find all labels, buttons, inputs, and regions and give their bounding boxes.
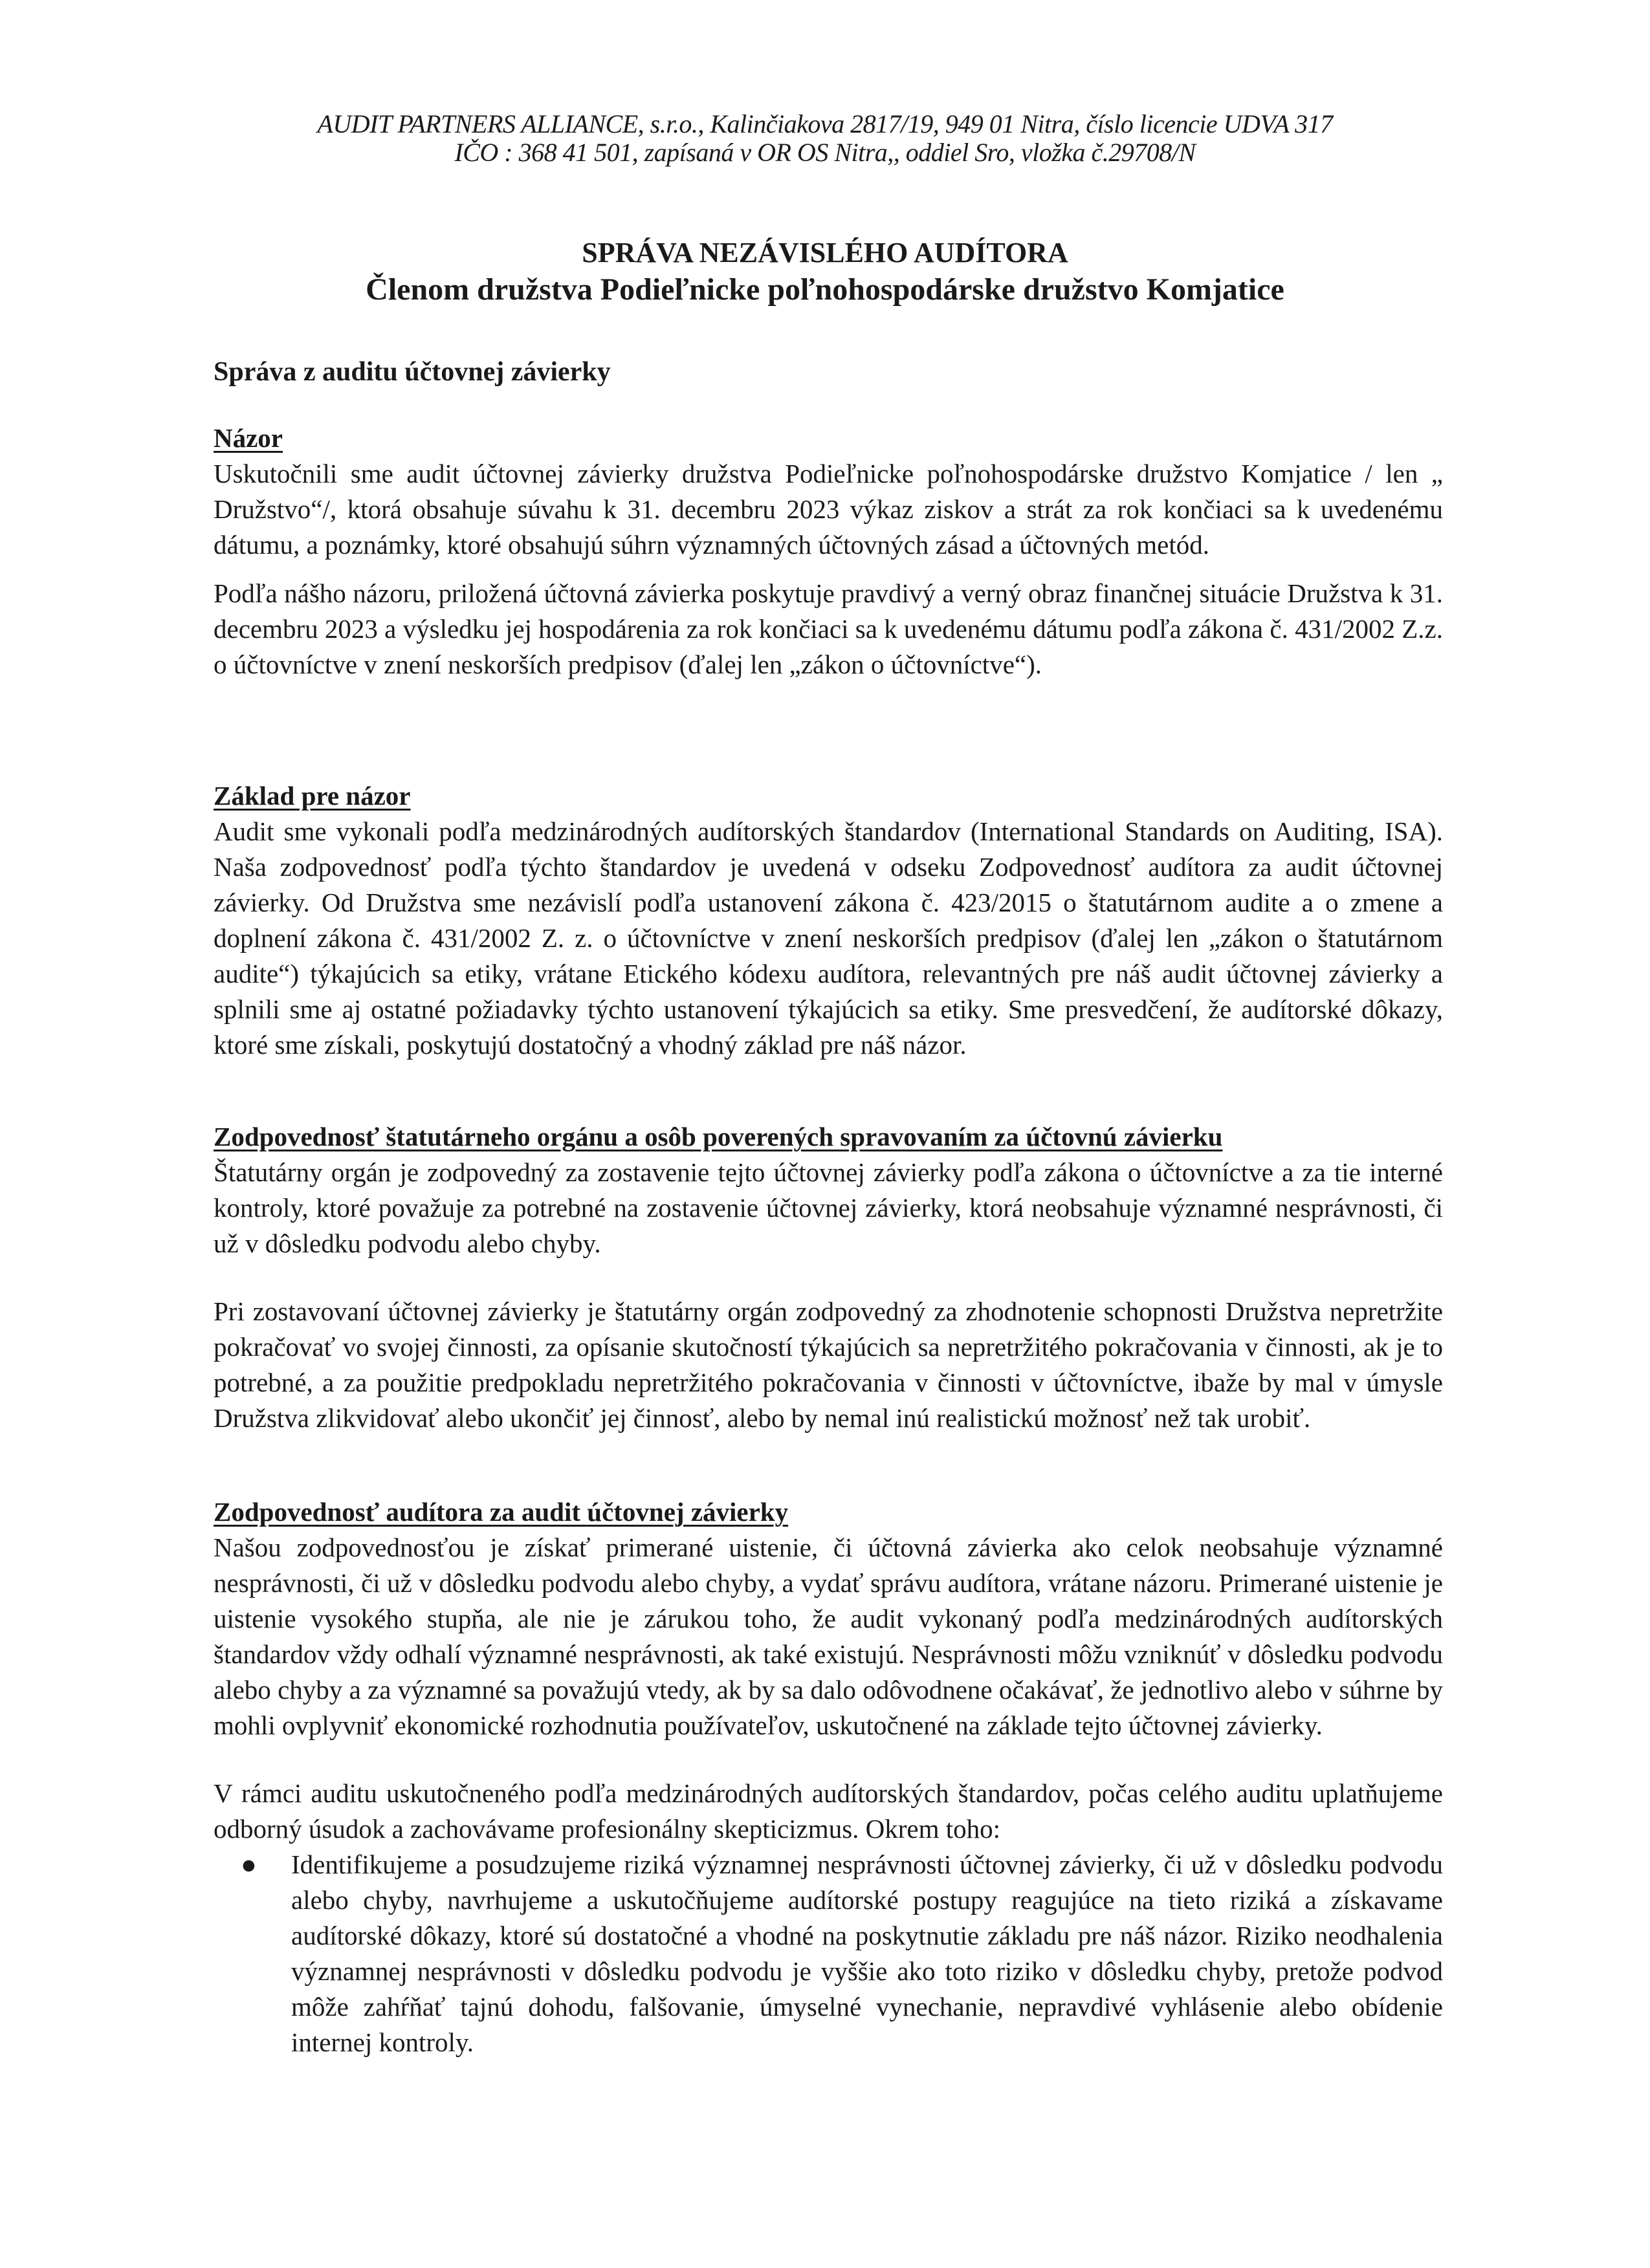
nazor-paragraph-2: Podľa nášho názoru, priložená účtovná závierka poskytuje pravdivý a verný obraz finančnej situácie Družstva k 31. decembru 2023 a výsledku jej hospodárenia za rok končiaci sa k uvedenému dátumu podľa zákona č. 431/2002 Z.z. o účtovníctve v znení neskorších predpisov (ďalej len „zákon o účtovníctve“). xyxy=(214,578,1443,679)
auditor-paragraph-2: V rámci auditu uskutočneného podľa medzinárodných audítorských štandardov, počas celého auditu uplatňujeme odborný úsudok a zachovávame profesionálny skepticizmus. Okrem toho: xyxy=(214,1778,1443,1844)
auditor-paragraph-1: Našou zodpovednosťou je získať primerané uistenie, či účtovná závierka ako celok neobsahuje významné nesprávnosti, či už v dôsledku podvodu alebo chyby, a vydať správu audítora, vrátane názoru. Primerané uistenie je uistenie vysokého stupňa, ale nie je zárukou toho, že audit vykonaný podľa medzinárodných audítorských štandardov vždy odhalí významné nesprávnosti, ak také existujú. Nesprávnosti môžu vzniknúť v dôsledku podvodu alebo chyby a za významné sa považujú vtedy, ak by sa dalo odôvodnene očakávať, že jednotlivo alebo v súhrne by mohli ovplyvniť ekonomické rozhodnutia používateľov, uskutočnené na základe tejto účtovnej závierky. xyxy=(214,1532,1443,1740)
nazor-heading: Názor xyxy=(214,423,283,453)
auditor-heading: Zodpovednosť audítora za audit účtovnej závierky xyxy=(214,1497,789,1527)
statutar-paragraph-2: Pri zostavovaní účtovnej závierky je štatutárny orgán zodpovedný za zhodnotenie schopnosti Družstva nepretržite pokračovať vo svojej činnosti, za opísanie skutočností týkajúcich sa nepretržitého pokračovania v činnosti, ak je to potrebné, a za použitie predpokladu nepretržitého pokračovania v činnosti v účtovníctve, ibaže by mal v úmysle Družstva zlikvidovať alebo ukončiť jej činnosť, alebo by nemal inú realistickú možnosť než tak urobiť. xyxy=(214,1296,1443,1433)
nazor-paragraph-1: Uskutočnili sme audit účtovnej závierky družstva Podieľnicke poľnohospodárske družstvo Komjatice / len „ Družstvo“/, ktorá obsahuje súvahu k 31. decembru 2023 výkaz ziskov a strát za rok končiaci sa k uvedenému dátumu, a poznámky, ktoré obsahujú súhrn významných účtovných zásad a účtovných metód. xyxy=(214,459,1443,560)
list-item xyxy=(241,1847,1443,2060)
letterhead-line-1: AUDIT PARTNERS ALLIANCE, s.r.o., Kalinčiakova 2817/19, 949 01 Nitra, číslo licencie UDVA 317 xyxy=(317,109,1333,138)
section-heading: Správa z auditu účtovnej závierky xyxy=(214,357,611,387)
report-subtitle: Členom družstva Podieľnicke poľnohospodárske družstvo Komjatice xyxy=(366,272,1284,307)
report-title: SPRÁVA NEZÁVISLÉHO AUDÍTORA xyxy=(582,237,1068,268)
letterhead-line-2: IČO : 368 41 501, zapísaná v OR OS Nitra,, oddiel Sro, vložka č.29708/N xyxy=(454,138,1196,167)
statutar-heading: Zodpovednosť štatutárneho orgánu a osôb poverených spravovaním za účtovnú závierku xyxy=(214,1122,1223,1151)
statutar-paragraph-1: Štatutárny orgán je zodpovedný za zostavenie tejto účtovnej závierky podľa zákona o účtovníctve a za tie interné kontroly, ktoré považuje za potrebné na zostavenie účtovnej závierky, ktorá neobsahuje významné nesprávnosti, či už v dôsledku podvodu alebo chyby. xyxy=(214,1157,1443,1258)
auditor-section xyxy=(214,1494,1443,2060)
auditor-bullet-list xyxy=(214,1847,1443,2060)
statutar-section xyxy=(214,1119,1443,1436)
zaklad-paragraph: Audit sme vykonali podľa medzinárodných audítorských štandardov (International Standards on Auditing, ISA). Naša zodpovednosť podľa týchto štandardov je uvedená v odseku Zodpovednosť audítora za audit účtovnej závierky. Od Družstva sme nezávislí podľa ustanovení zákona č. 423/2015 o štatutárnom audite a o zmene a doplnení zákona č. 431/2002 Z. z. o účtovníctve v znení neskorších predpisov (ďalej len „zákon o štatutárnom audite“) týkajúcich sa etiky, vrátane Etického kódexu audítora, relevantných pre náš audit účtovnej závierky a splnili sme aj ostatné požiadavky týchto ustanovení týkajúcich sa etiky. Sme presvedčení, že audítorské dôkazy, ktoré sme získali, poskytujú dostatočný a vhodný základ pre náš názor. xyxy=(214,816,1443,1060)
bullet-text: Identifikujeme a posudzujeme riziká významnej nesprávnosti účtovnej závierky, či už v dôsledku podvodu alebo chyby, navrhujeme a uskutočňujeme audítorské postupy reagujúce na tieto riziká a získavame audítorské dôkazy, ktoré sú dostatočné a vhodné na poskytnutie základu pre náš názor. Riziko neodhalenia významnej nesprávnosti v dôsledku podvodu je vyššie ako toto riziko v dôsledku chyby, pretože podvod môže zahŕňať tajnú dohodu, falšovanie, úmyselné vynechanie, nepravdivé vyhlásenie alebo obídenie internej kontroly. xyxy=(291,1849,1443,2057)
bullet-icon: ● xyxy=(241,1849,257,1879)
zaklad-section xyxy=(214,778,1443,1063)
nazor-section xyxy=(214,420,1443,682)
zaklad-heading: Základ pre názor xyxy=(214,781,411,811)
